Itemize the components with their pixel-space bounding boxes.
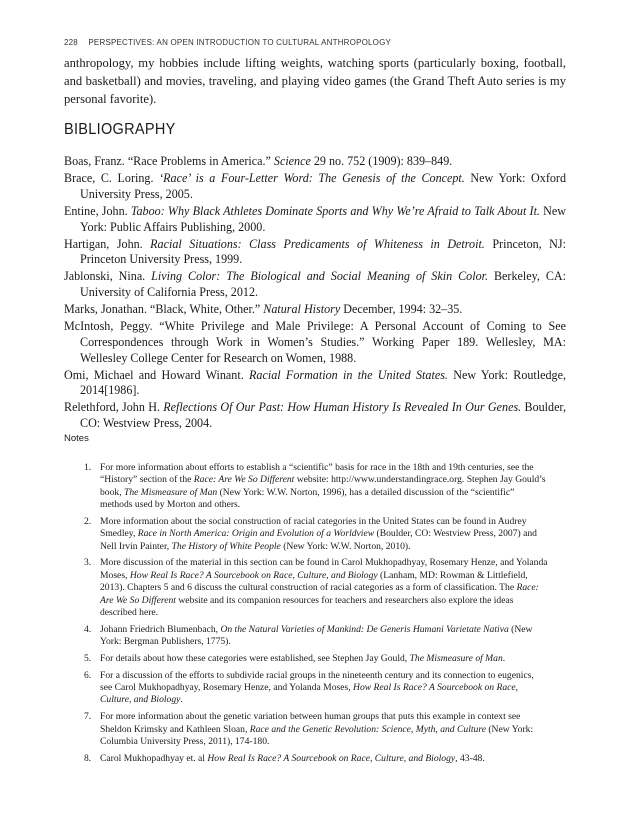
note-item bbox=[84, 557, 548, 619]
note-title: How Real Is Race? A Sourcebook on Race, Culture, and Biology bbox=[100, 681, 519, 706]
note-title: The History of White People bbox=[171, 540, 281, 552]
note-number: 2. bbox=[84, 515, 92, 527]
note-text: (Boulder, CO: Westview Press, 2007) and Nell Irvin Painter, bbox=[100, 528, 537, 552]
note-number: 7. bbox=[84, 711, 92, 723]
note-text: For more information about efforts to establish a “scientific” basis for race in the 18th and 19th centuries, see the “History” section of the bbox=[100, 462, 534, 486]
bibliography-entry: Omi, Michael and Howard Winant. Racial Formation in the United States. New York: Routledge, 2014[1986]. bbox=[64, 367, 566, 398]
note-title: How Real Is Race? A Sourcebook on Race, Culture, and Biology bbox=[129, 569, 378, 581]
note-item bbox=[84, 516, 548, 553]
note-text: More discussion of the material in this section can be found in Carol Mukhopadhyay, Rosemary Henze, and Yolanda Moses, bbox=[100, 557, 548, 581]
note-text: website: http://www.understandingrace.org. Stephen Jay Gould’s book, bbox=[100, 474, 546, 498]
note-item bbox=[84, 670, 548, 707]
bibliography-list bbox=[64, 154, 566, 433]
note-text: . bbox=[502, 652, 506, 664]
note-title: Race: Are We So Different bbox=[193, 474, 295, 486]
intro-paragraph: anthropology, my hobbies include lifting weights, watching sports (particularly boxing, football, and basketball) and movies, traveling, and playing video games (the Grand Theft Auto series is my personal favorite). bbox=[64, 56, 566, 106]
notes-heading: Notes bbox=[64, 433, 89, 444]
note-title: Race: Are We So Different bbox=[100, 582, 539, 606]
note-text: (New York: W.W. Norton, 2010). bbox=[280, 540, 411, 552]
running-title: PERSPECTIVES: AN OPEN INTRODUCTION TO CULTURAL ANTHROPOLOGY bbox=[88, 38, 392, 47]
note-number: 4. bbox=[84, 623, 92, 635]
note-text: More information about the social construction of racial categories in the United States can be found in Audrey Smedley, bbox=[100, 515, 527, 540]
note-item bbox=[84, 624, 548, 649]
note-title: Race and the Genetic Revolution: Science, Myth, and Culture bbox=[249, 723, 486, 735]
note-item bbox=[84, 653, 548, 665]
bibliography-entry: Hartigan, John. Racial Situations: Class Predicaments of Whiteness in Detroit. Princeton, NJ: Princeton University Press, 1999. bbox=[64, 236, 566, 267]
note-title: How Real Is Race? A Sourcebook on Race, Culture, and Biology bbox=[207, 752, 456, 764]
page-number: 228 bbox=[64, 38, 78, 47]
note-number: 6. bbox=[84, 669, 92, 681]
note-text: (Lanham, MD: Rowman & Littlefield, 2013). Chapters 5 and 6 discuss the cultural construction of racial categories as a form of classification. The bbox=[100, 569, 528, 594]
note-text: (New York: Columbia University Press, 2011), 174-180. bbox=[100, 723, 534, 747]
note-number: 5. bbox=[84, 652, 92, 664]
bibliography-entry: Marks, Jonathan. “Black, White, Other.” Natural History December, 1994: 32–35. bbox=[64, 302, 463, 317]
note-text: . bbox=[180, 694, 183, 706]
note-text: , 43-48. bbox=[455, 752, 485, 764]
note-title: The Mismeasure of Man bbox=[409, 652, 503, 664]
note-text: (New York: W.W. Norton, 1996), has a detailed discussion of the “scientific” methods used by Morton and others. bbox=[100, 486, 515, 511]
bibliography-entry: Relethford, John H. Reflections Of Our Past: How Human History Is Revealed In Our Genes. Boulder, CO: Westview Press, 2004. bbox=[64, 400, 567, 431]
note-number: 1. bbox=[84, 462, 92, 473]
note-title: Race in North America: Origin and Evolution of a Worldview bbox=[137, 528, 375, 540]
note-text: Johann Friedrich Blumenbach, bbox=[100, 623, 221, 635]
bibliography-heading: BIBLIOGRAPHY bbox=[64, 121, 176, 139]
running-header bbox=[64, 38, 391, 47]
note-title: On the Natural Varieties of Mankind: De Generis Humani Varietate Nativa bbox=[220, 623, 509, 635]
bibliography-entry: Entine, John. Taboo: Why Black Athletes Dominate Sports and Why We’re Afraid to Talk About It. New York: Public Affairs Publishing, 2000. bbox=[64, 203, 567, 234]
note-item bbox=[84, 753, 548, 765]
note-text: (New York: Bergman Publishers, 1775). bbox=[100, 623, 533, 648]
note-title: The Mismeasure of Man bbox=[123, 486, 218, 498]
bibliography-entry: Brace, C. Loring. ‘Race’ is a Four-Letter Word: The Genesis of the Concept. New York: Oxford University Press, 2005. bbox=[64, 170, 566, 201]
notes-list bbox=[84, 462, 548, 769]
note-number: 8. bbox=[84, 752, 92, 764]
note-number: 3. bbox=[84, 557, 92, 569]
note-text: For more information about the genetic variation between human groups that puts this example in context see Sheldon Krimsky and Kathleen Sloan, bbox=[100, 711, 521, 735]
note-item bbox=[84, 711, 548, 748]
bibliography-entry: Jablonski, Nina. Living Color: The Biological and Social Meaning of Skin Color. Berkeley, CA: University of California Press, 2012. bbox=[64, 269, 566, 300]
note-text: website and its companion resources for teachers and researchers also explore the ideas described here. bbox=[100, 594, 514, 619]
note-item bbox=[84, 462, 548, 512]
bibliography-entry: McIntosh, Peggy. “White Privilege and Male Privilege: A Personal Account of Coming to See Correspondences through Work in Women’s Studies.” Working Paper 189. Wellesley, MA: Wellesley College Center for Research on Women, 1988. bbox=[64, 319, 566, 365]
note-text: For a discussion of the efforts to subdivide racial groups in the nineteenth century and its connection to eugenics, see Carol Mukhopadhyay, Rosemary Henze, and Yolanda Moses, bbox=[100, 669, 534, 693]
note-text: For details about how these categories were established, see Stephen Jay Gould, bbox=[100, 652, 410, 664]
bibliography-entry: Boas, Franz. “Race Problems in America.” Science 29 no. 752 (1909): 839–849. bbox=[64, 154, 453, 168]
note-text: Carol Mukhopadhyay et. al bbox=[100, 752, 208, 764]
